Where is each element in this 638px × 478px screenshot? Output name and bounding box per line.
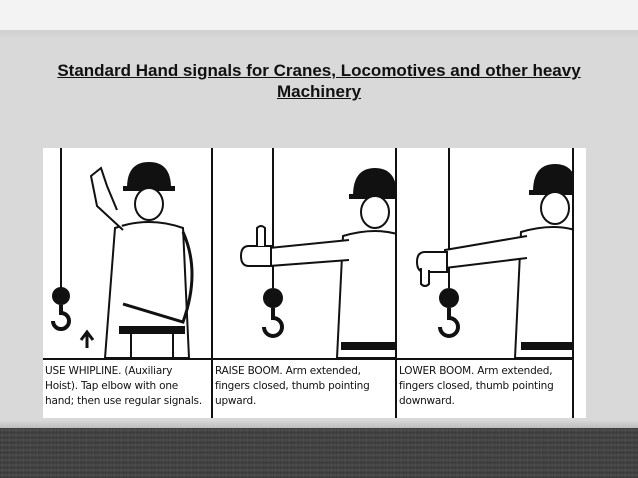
caption-use-whipline: USE WHIPLINE. (Auxiliary Hoist). Tap elbow with one hand; then use regular signals.: [43, 358, 211, 418]
hook-icon: [439, 288, 459, 336]
whipline-illustration: [43, 148, 211, 360]
raise-boom-illustration: [213, 148, 395, 360]
thumb-down-icon: [417, 252, 447, 286]
hook-icon: [52, 287, 70, 329]
slide-footer-band: [0, 428, 638, 478]
hard-hat-icon: [529, 164, 572, 195]
hand-signals-figure: [43, 148, 586, 418]
hard-hat-icon: [349, 168, 395, 199]
panel-lower-boom: [397, 148, 574, 418]
hard-hat-icon: [123, 162, 175, 191]
panel-raise-boom: [213, 148, 397, 418]
caption-raise-boom: RAISE BOOM. Arm extended, fingers closed, thumb pointing upward.: [213, 358, 395, 418]
lower-boom-illustration: [397, 148, 572, 360]
panel-use-whipline: [43, 148, 213, 418]
arrow-up-icon: [81, 332, 93, 348]
caption-lower-boom: LOWER BOOM. Arm extended, fingers closed, thumb pointing downward.: [397, 358, 572, 418]
slide-title: Standard Hand signals for Cranes, Locomotives and other heavy Machinery: [57, 61, 581, 101]
thumb-up-icon: [241, 226, 271, 266]
hook-icon: [263, 288, 283, 336]
